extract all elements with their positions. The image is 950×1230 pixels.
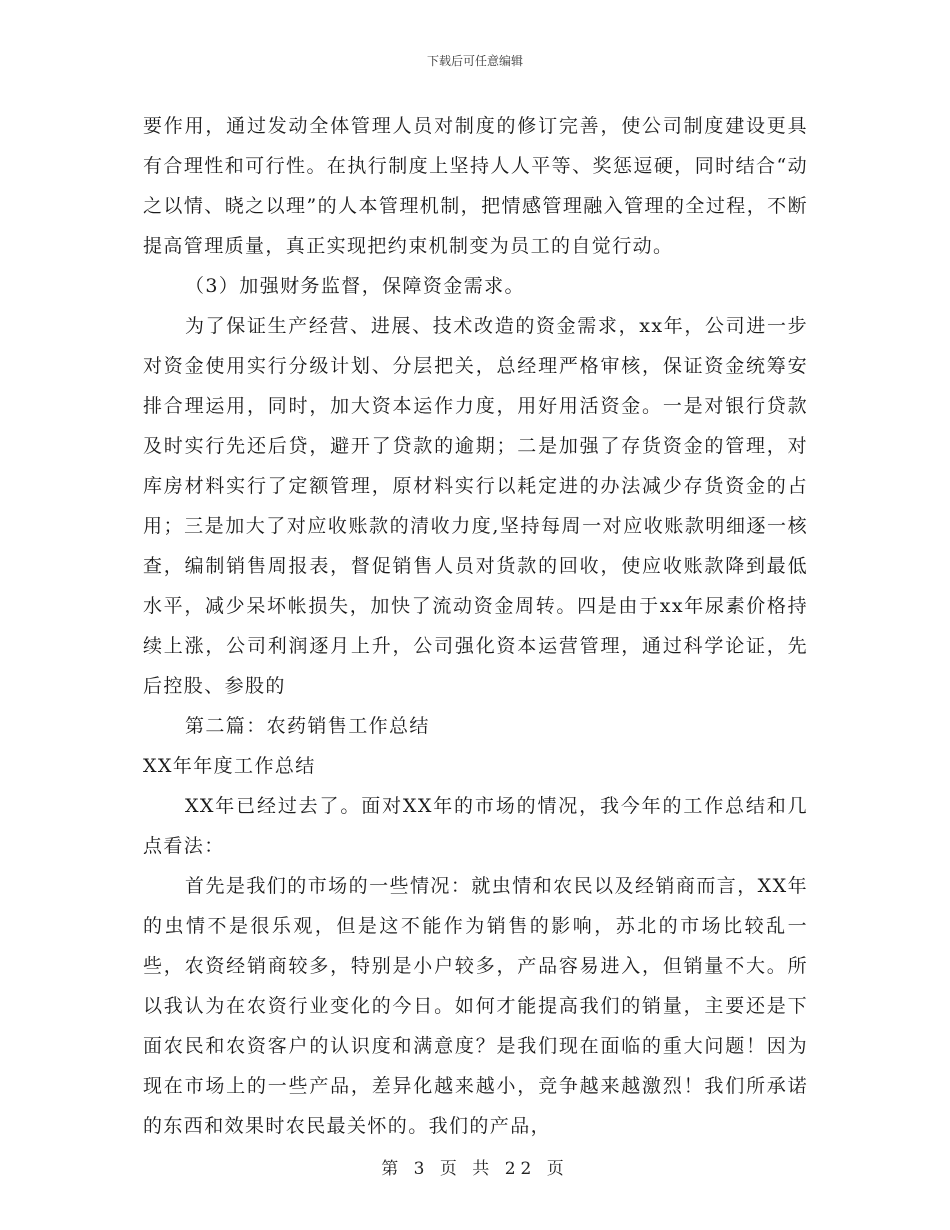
- document-body: [143, 106, 808, 1146]
- section-heading-finance: （3）加强财务监督，保障资金需求。: [185, 275, 525, 297]
- page-header: 下载后可任意编辑: [426, 54, 523, 68]
- paragraph-management-system: 要作用，通过发动全体管理人员对制度的修订完善，使公司制度建设更具有合理性和可行性。在执行制度上坚持人人平等、奖惩逗硬，同时结合“动之以情、晓之以理”的人本管理机制，把情感管理融入管理的全过程，不断提高管理质量，真正实现把约束机制变为员工的自觉行动。: [143, 115, 808, 257]
- document-subtitle: XX年年度工作总结: [143, 755, 316, 777]
- paragraph-intro: XX年已经过去了。面对XX年的市场的情况，我今年的工作总结和几点看法：: [143, 795, 808, 857]
- paragraph-market-situation: 首先是我们的市场的一些情况：就虫情和农民以及经销商而言，XX年的虫情不是很乐观，但是这不能作为销售的影响，苏北的市场比较乱一些，农资经销商较多，特别是小户较多，产品容易进入，但销量不大。所以我认为在农资行业变化的今日。如何才能提高我们的销量，主要还是下面农民和农资客户的认识度和满意度？是我们现在面临的重大问题！因为现在市场上的一些产品，差异化越来越小，竞争越来越激烈！我们所承诺的东西和效果时农民最关怀的。我们的产品，: [143, 875, 808, 1137]
- chapter-title: 第二篇：农药销售工作总结: [185, 715, 430, 737]
- page-footer: 第 3 页 共 22 页: [381, 1159, 569, 1179]
- paragraph-finance-detail: 为了保证生产经营、进展、技术改造的资金需求，xx年，公司进一步对资金使用实行分级计划、分层把关，总经理严格审核，保证资金统筹安排合理运用，同时，加大资本运作力度，用好用活资金。一是对银行贷款及时实行先还后贷，避开了贷款的逾期；二是加强了存货资金的管理，对库房材料实行了定额管理，原材料实行以耗定进的办法减少存货资金的占用；三是加大了对应收账款的清收力度,坚持每周一对应收账款明细逐一核查，编制销售周报表，督促销售人员对货款的回收，使应收账款降到最低水平，减少呆坏帐损失，加快了流动资金周转。四是由于xx年尿素价格持续上涨，公司利润逐月上升，公司强化资本运营管理，通过科学论证，先后控股、参股的: [143, 315, 808, 697]
